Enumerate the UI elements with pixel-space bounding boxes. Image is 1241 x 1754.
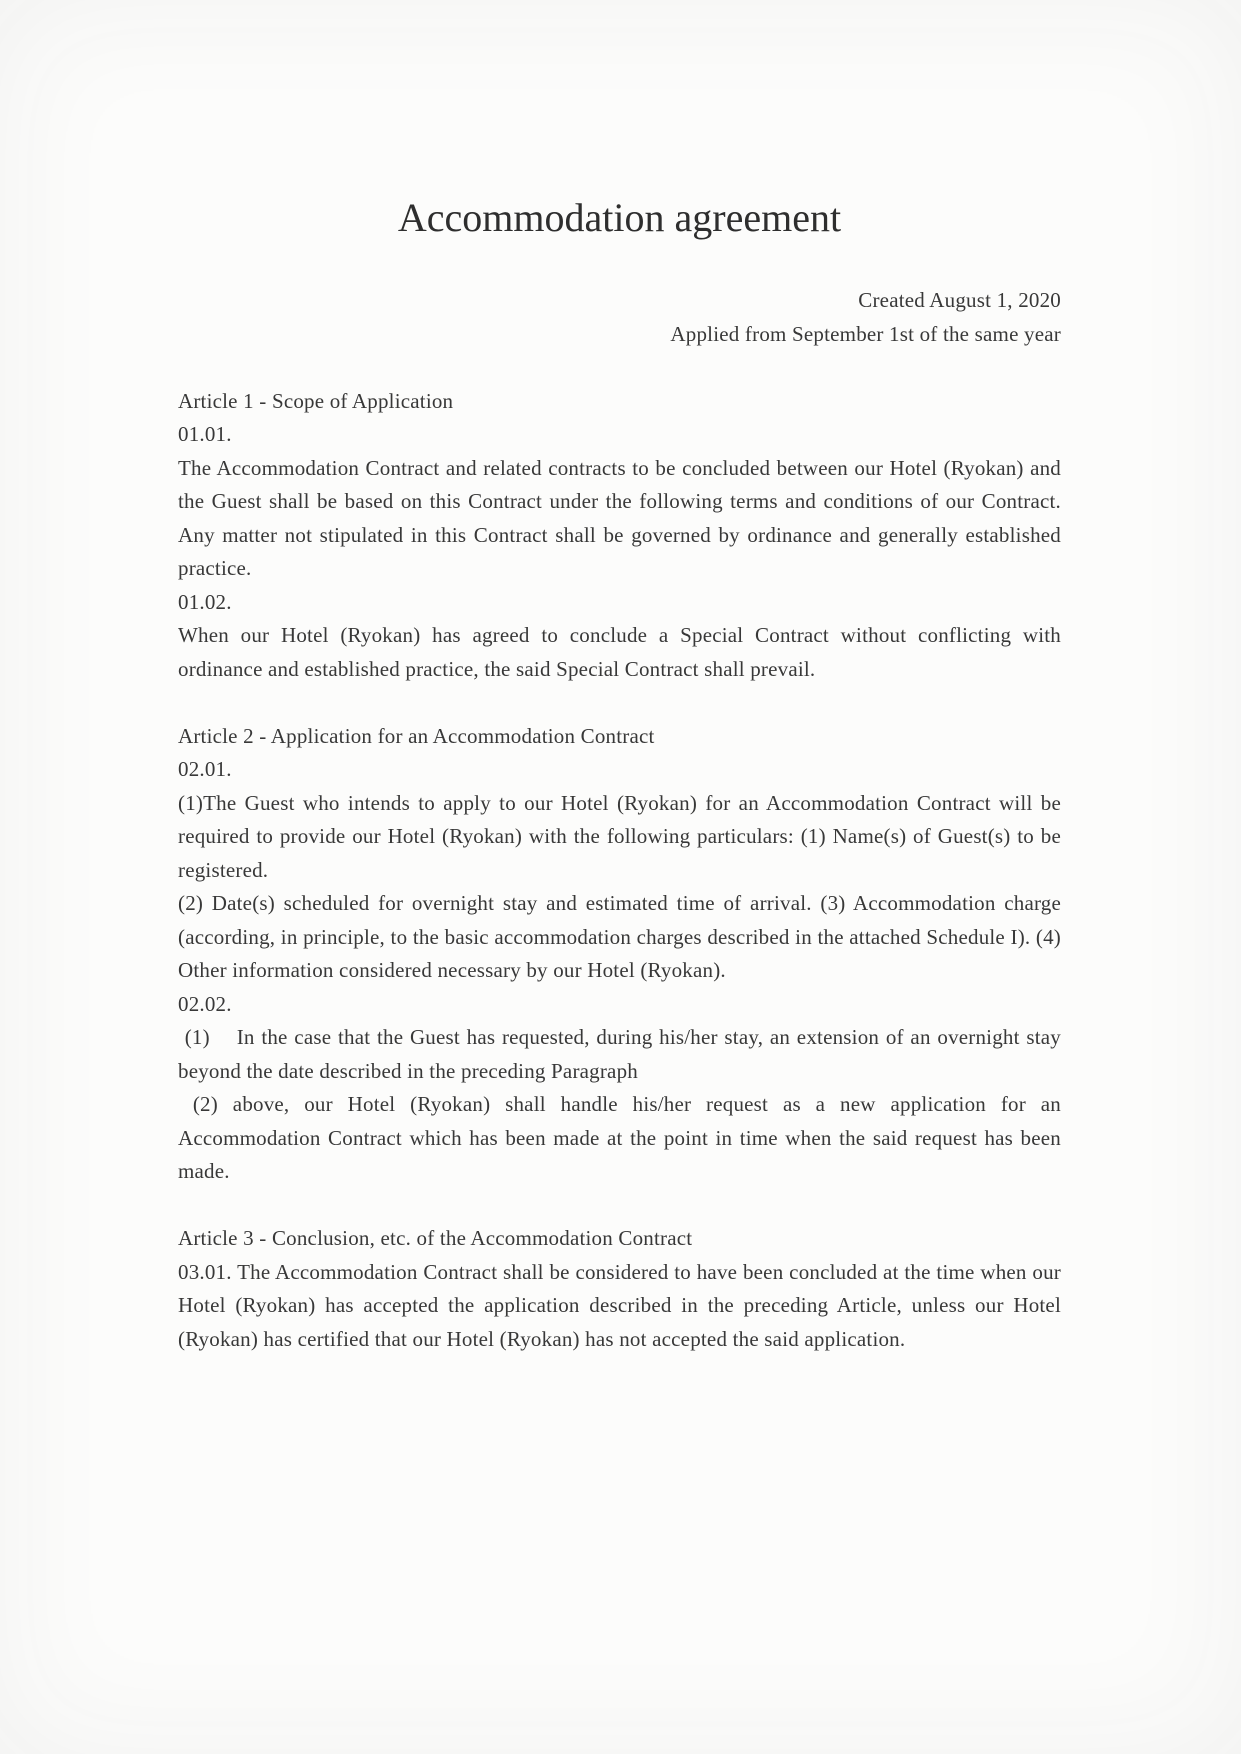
created-date-line: Created August 1, 2020: [858, 288, 1061, 312]
document-title: Accommodation agreement: [397, 195, 842, 240]
article-3-heading: Article 3 - Conclusion, etc. of the Accommodation Contract: [178, 1226, 693, 1250]
clause-text-03-01: 03.01. The Accommodation Contract shall be considered to have been concluded at the time when our Hotel (Ryokan) has accepted the application described in the preceding Article, unless our Hotel (Ryokan) has certified that our Hotel (Ryokan) has not accepted the said application.: [178, 1259, 1067, 1351]
clause-text-02-01-part-2: (2) Date(s) scheduled for overnight stay and estimated time of arrival. (3) Accommodation charge (according, in principle, to the basic accommodation charges described in the attached Schedule I). (4) Other information considered necessary by our Hotel (Ryokan).: [178, 891, 1067, 982]
article-1-heading: Article 1 - Scope of Application: [178, 388, 454, 413]
article-2-heading: Article 2 - Application for an Accommodation Contract: [178, 723, 655, 748]
clause-text-02-01-part-1: (1)The Guest who intends to apply to our Hotel (Ryokan) for an Accommodation Contract will be required to provide our Hotel (Ryokan) with the following particulars: (1) Name(s) of Guest(s) to be registered.: [178, 790, 1067, 882]
clause-number-01-02: 01.02.: [178, 589, 232, 614]
clause-number-02-01: 02.01.: [178, 757, 232, 781]
clause-text-02-02-item-1: (1) In the case that the Guest has requested, during his/her stay, an extension of an overnight stay beyond the date described in the preceding Paragraph: [178, 1025, 1067, 1083]
clause-number-01-01: 01.01.: [178, 422, 232, 446]
date-block: [178, 284, 1061, 351]
clause-text-01-02: When our Hotel (Ryokan) has agreed to conclude a Special Contract without conflicting with ordinance and established practice, the said Special Contract shall prevail.: [178, 623, 1067, 681]
article-2-section: [178, 720, 1067, 1189]
applied-date-line: Applied from September 1st of the same year: [670, 321, 1061, 346]
clause-number-02-02: 02.02.: [178, 991, 232, 1016]
clause-text-02-02-item-2: (2) above, our Hotel (Ryokan) shall handle his/her request as a new application for an Accommodation Contract which has been made at the point in time when the said request has been made.: [178, 1092, 1067, 1183]
clause-text-01-01: The Accommodation Contract and related contracts to be concluded between our Hotel (Ryokan) and the Guest shall be based on this Contract under the following terms and conditions of our Contract. Any matter not stipulated in this Contract shall be governed by ordinance and generally established practice.: [178, 455, 1067, 580]
article-1-section: [178, 385, 1067, 687]
article-3-section: [178, 1222, 1067, 1356]
